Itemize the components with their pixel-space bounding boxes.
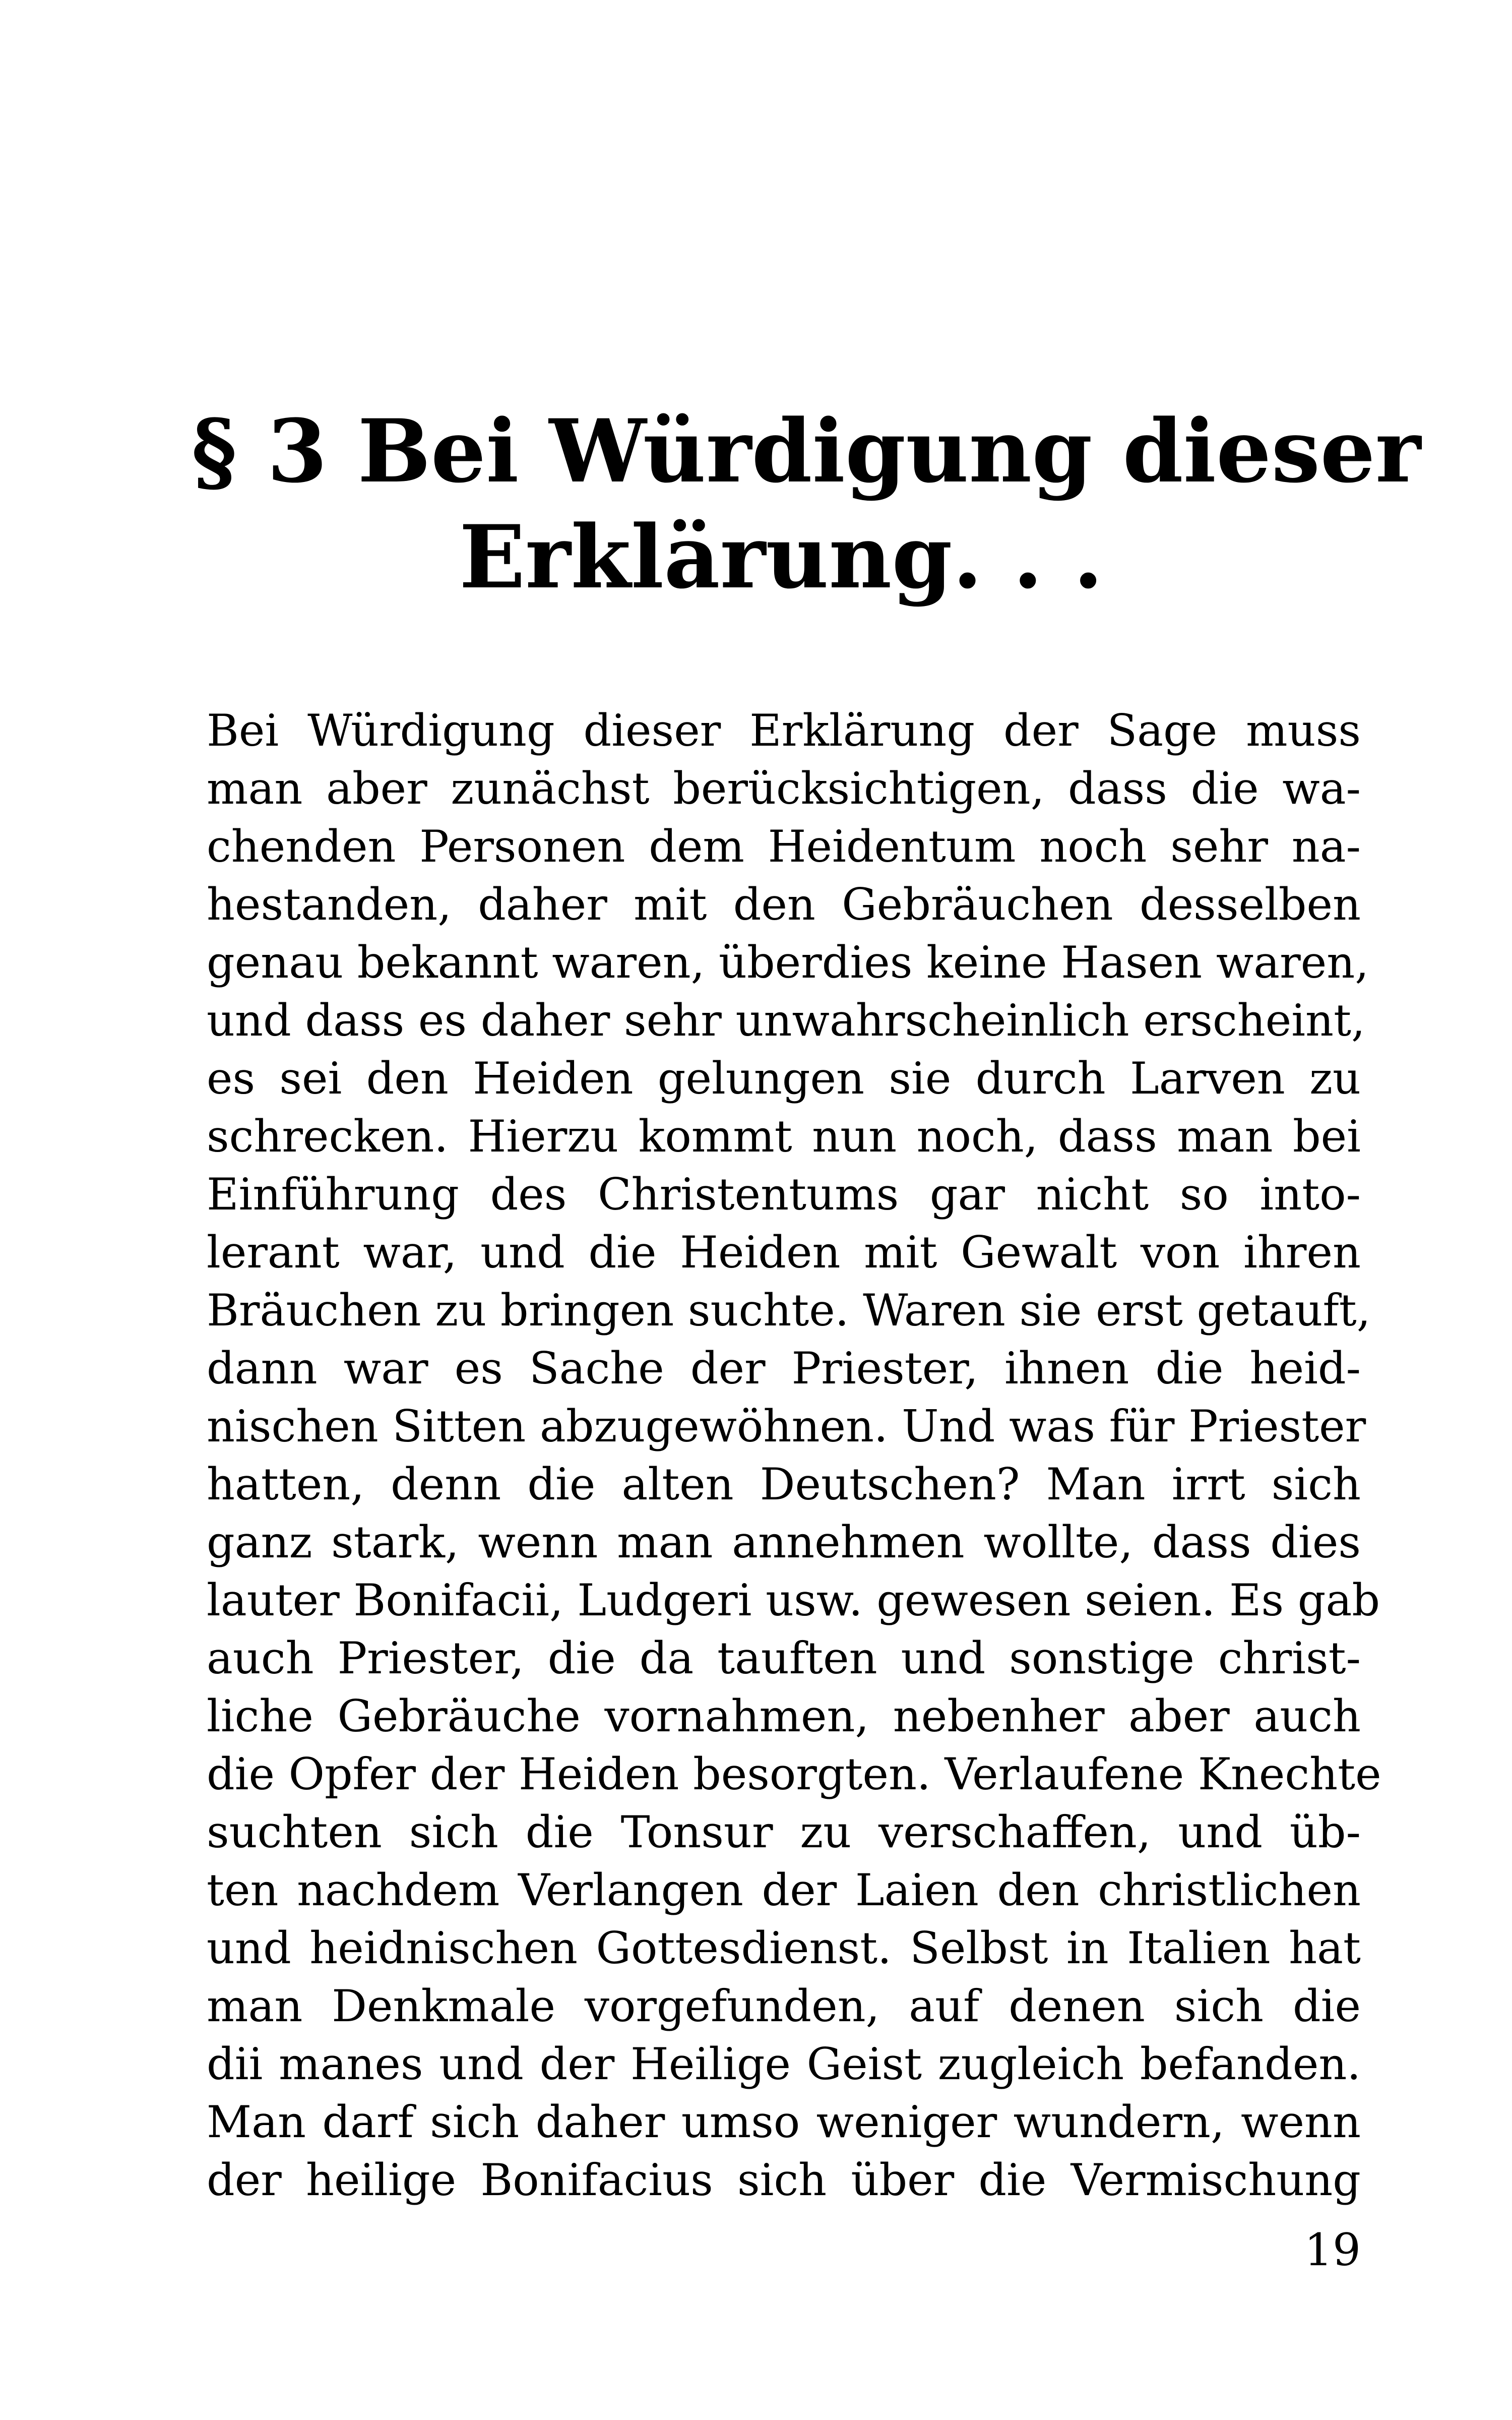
- text-line: Einführung des Christentums gar nicht so into-: [207, 1169, 1361, 1220]
- text-line: dann war es Sache der Priester, ihnen die heid-: [207, 1343, 1361, 1394]
- chapter-title-line: § 3 Bei Würdigung dieser: [192, 400, 1421, 502]
- chapter-title-line: Erklärung. . .: [459, 506, 1104, 608]
- text-line: suchten sich die Tonsur zu verschaffen, und üb-: [207, 1806, 1361, 1858]
- text-line: man aber zunächst berücksichtigen, dass die wa-: [207, 763, 1361, 814]
- text-line: lauter Bonifacii, Ludgeri usw. gewesen seien. Es gab: [207, 1575, 1380, 1626]
- text-line: lerant war, und die Heiden mit Gewalt von ihren: [207, 1227, 1361, 1278]
- body-text: [207, 702, 1381, 2209]
- text-line: Bräuchen zu bringen suchte. Waren sie erst getauft,: [207, 1285, 1371, 1336]
- text-line: chenden Personen dem Heidentum noch sehr na-: [207, 821, 1361, 872]
- text-line: die Opfer der Heiden besorgten. Verlaufene Knechte: [207, 1748, 1381, 1800]
- text-line: nischen Sitten abzugewöhnen. Und was für Priester: [207, 1401, 1366, 1452]
- text-line: ten nachdem Verlangen der Laien den christlichen: [207, 1864, 1361, 1916]
- text-line: Bei Würdigung dieser Erklärung der Sage muss: [207, 705, 1361, 756]
- text-line: schrecken. Hierzu kommt nun noch, dass man bei: [207, 1111, 1361, 1162]
- text-line: ganz stark, wenn man annehmen wollte, dass dies: [207, 1517, 1361, 1568]
- text-line: auch Priester, die da tauften und sonstige christ-: [207, 1632, 1361, 1684]
- text-line: es sei den Heiden gelungen sie durch Larven zu: [207, 1053, 1361, 1104]
- text-line: man Denkmale vorgefunden, auf denen sich die: [207, 1980, 1361, 2032]
- text-line: liche Gebräuche vornahmen, nebenher aber auch: [207, 1690, 1361, 1742]
- text-line: dii manes und der Heilige Geist zugleich befanden.: [207, 2038, 1361, 2090]
- text-line: hestanden, daher mit den Gebräuchen desselben: [207, 879, 1361, 930]
- chapter-title: [192, 398, 1421, 610]
- text-line: und dass es daher sehr unwahrscheinlich erscheint,: [207, 995, 1365, 1046]
- text-line: der heilige Bonifacius sich über die Vermischung: [207, 2154, 1361, 2206]
- text-line: hatten, denn die alten Deutschen? Man irrt sich: [207, 1459, 1361, 1510]
- text-line: und heidnischen Gottesdienst. Selbst in Italien hat: [207, 1922, 1361, 1974]
- page-number: 19: [1304, 2224, 1361, 2276]
- text-line: genau bekannt waren, überdies keine Hasen waren,: [207, 937, 1369, 988]
- text-line: Man darf sich daher umso weniger wundern, wenn: [207, 2096, 1361, 2148]
